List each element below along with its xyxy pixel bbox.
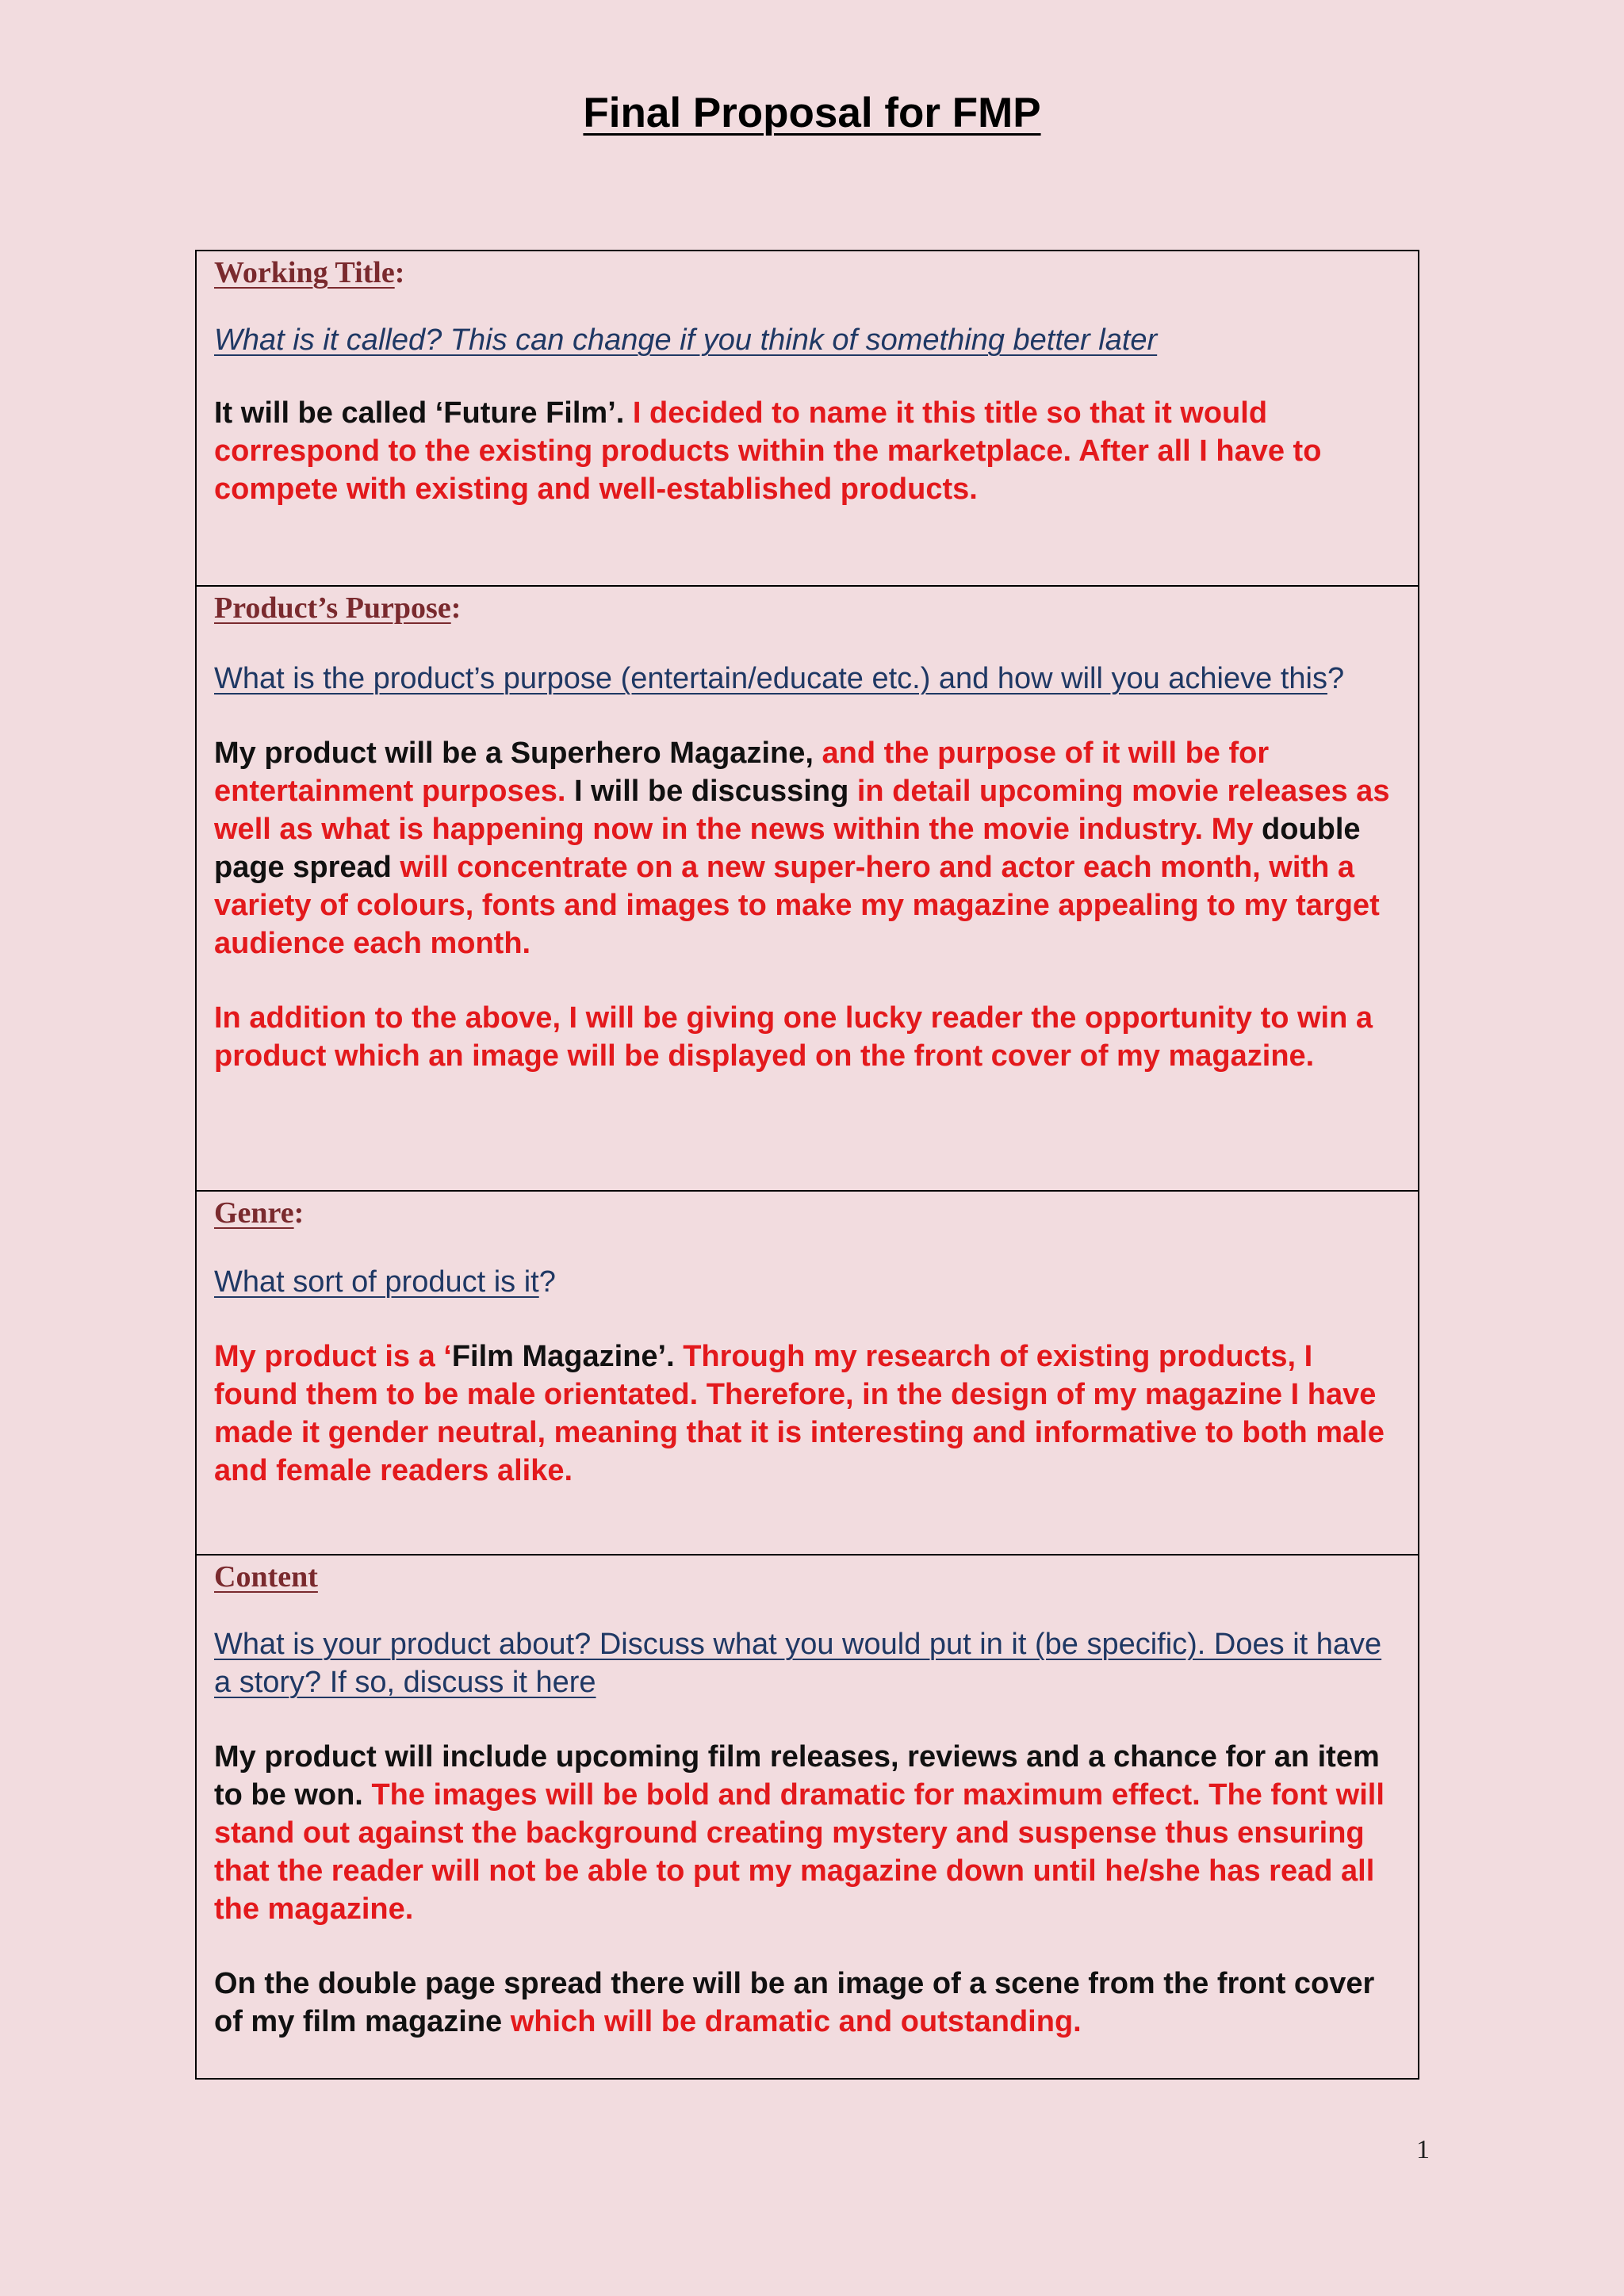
section-prompt: What sort of product is it? [214,1265,556,1299]
genre-section [197,1192,1418,1556]
section-label: Content [214,1560,318,1594]
section-prompt: What is it called? This can change if you think of something better later [214,323,1158,357]
content-section [197,1556,1418,2078]
section-label: Genre: [214,1196,304,1230]
section-label: Product’s Purpose: [214,591,462,625]
proposal-table [195,250,1419,2080]
section-answer: My product will be a Superhero Magazine, and the purpose of it will be for entertainment purposes. I will be discussing in detail upcoming movie releases as well as what is happening now in the news within the movie industry. My double page spread will concentrate on a new super-hero and actor each month, with a variety of colours, fonts and images to make my magazine appealing to my target audience each month. [214,737,1390,960]
page-number: 1 [1416,2135,1430,2164]
section-answer: My product is a ‘Film Magazine’. Through my research of existing products, I found them to be male orientated. Therefore, in the design of my magazine I have made it gender neutral, meaning that it is interesting and informative to both male and female readers alike. [214,1340,1385,1487]
section-answer: It will be called ‘Future Film’. I decided to name it this title so that it would correspond to the existing products within the marketplace. After all I have to compete with existing and well-established products. [214,396,1322,506]
section-answer-extra: In addition to the above, I will be giving one lucky reader the opportunity to win a product which an image will be displayed on the front cover of my magazine. [214,1001,1373,1073]
section-prompt: What is your product about? Discuss what you would put in it (be specific). Does it have a story? If so, discuss it here [214,1628,1382,1699]
working-title-section [197,251,1418,587]
products-purpose-section [197,587,1418,1192]
section-label: Working Title: [214,256,405,289]
document-title: Final Proposal for FMP [583,90,1041,136]
section-answer-extra: On the double page spread there will be an image of a scene from the front cover of my film magazine which will be dramatic and outstanding. [214,1967,1375,2038]
section-answer: My product will include upcoming film releases, reviews and a chance for an item to be won. The images will be bold and dramatic for maximum effect. The font will stand out against the background creating mystery and suspense thus ensuring that the reader will not be able to put my magazine down until he/she has read all the magazine. [214,1740,1385,1926]
section-prompt: What is the product’s purpose (entertain/educate etc.) and how will you achieve this? [214,662,1345,695]
